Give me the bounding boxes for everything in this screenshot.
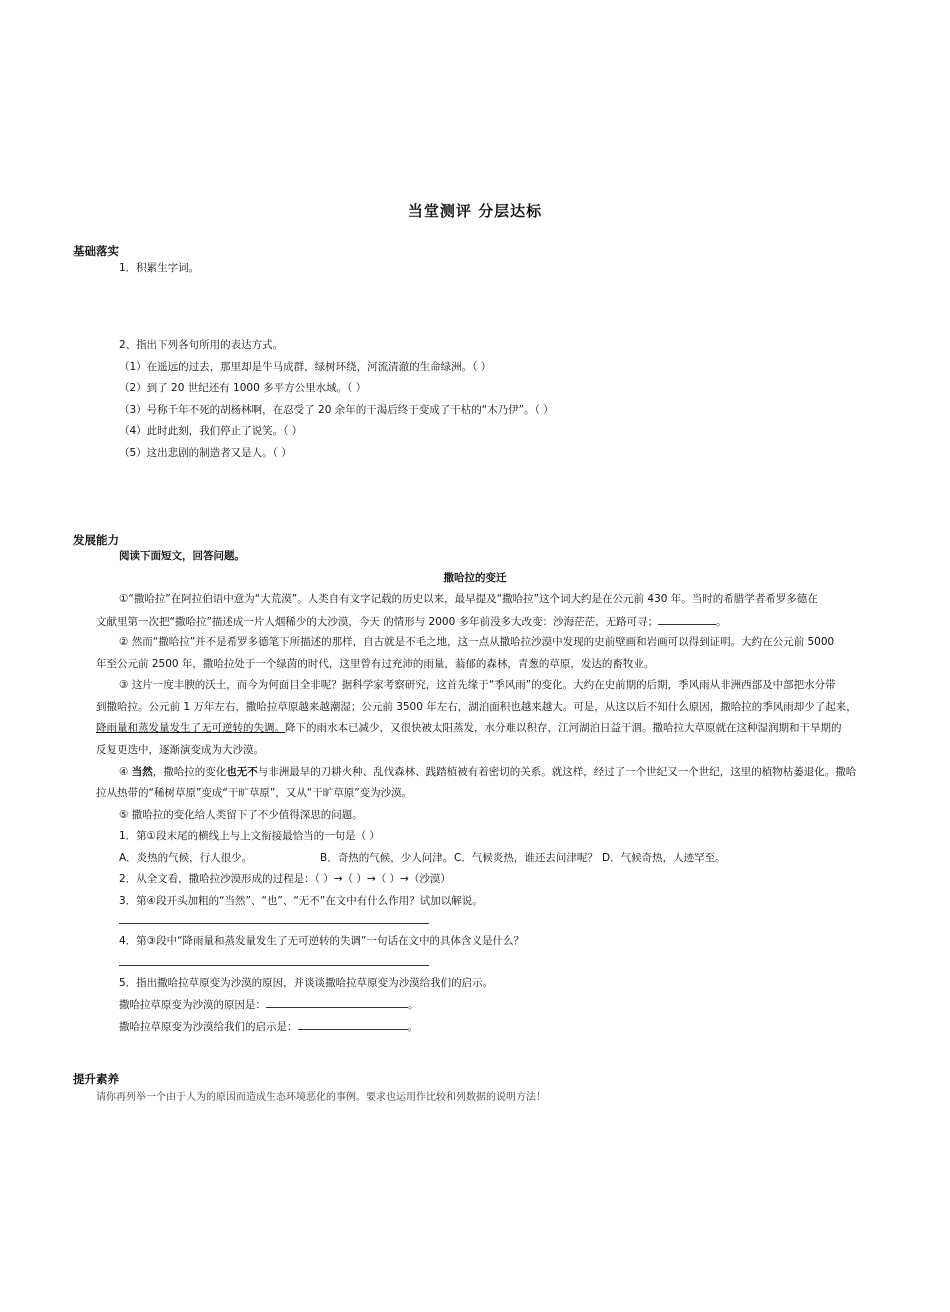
section-heading-basic: 基础落实	[73, 244, 119, 258]
underlined-sentence: 降雨量和蒸发量发生了无可逆转的失调。	[96, 722, 285, 734]
question-1: 1．积累生字词。	[119, 262, 200, 274]
improve-task: 请你再列举一个由于人为的原因而造成生态环境恶化的事例。要求也运用作比较和列数据的说明方法！	[96, 1092, 546, 1103]
passage-line: ③ 这片一度丰腴的沃土，而今为何面目全非呢？据科学家考察研究，这首先缘于“季风雨”的变化。大约在史前期的后期，季风雨从非洲西部及中部把水分带	[119, 679, 836, 691]
page-title: 当堂测评 分层达标	[407, 202, 543, 220]
option-b: B．奇热的气候，少人问津。	[320, 852, 454, 864]
question-2-item: （4）此时此刻，我们停止了说笑。（ ）	[119, 425, 303, 437]
question-2-intro: 2、指出下列各句所用的表达方式。	[119, 339, 284, 351]
passage-line: 年至公元前 2500 年，撒哈拉处于一个绿茵的时代，这里曾有过充沛的雨量，蓊郁的森林，青葱的草原，发达的畜牧业。	[96, 658, 655, 670]
reading-question-4: 4．第③段中“降雨量和蒸发量发生了无可逆转的失调”一句话在文中的具体含义是什么？	[119, 935, 524, 947]
question-2-item: （2）到了 20 世纪还有 1000 多平方公里水域。（ ）	[119, 382, 367, 394]
reading-question-3: 3．第④段开头加粗的“当然”、“也”、“无不”在文中有什么作用？试加以解说。	[119, 895, 483, 907]
section-heading-development: 发展能力	[73, 533, 119, 547]
option-a: A．炎热的气候，行人很少。	[119, 852, 253, 864]
passage-line: ② 然而“撒哈拉”并不是希罗多德笔下所描述的那样，自古就是不毛之地，这一点从撒哈拉沙漠中发现的史前壁画和岩画可以得到证明。大约在公元前 5000	[119, 636, 835, 648]
question-2-item: （1）在遥远的过去，那里却是牛马成群，绿树环绕，河流清澈的生命绿洲。（ ）	[119, 361, 492, 373]
passage-line: ④ 当然，撒哈拉的变化也无不与非洲最早的刀耕火种、乱伐森林、践踏植被有着密切的关系。就这样，经过了一个世纪又一个世纪，这里的植物枯萎退化。撒哈	[119, 766, 857, 778]
answer-line[interactable]	[119, 965, 429, 966]
bold-word: 也无不	[226, 766, 258, 778]
answer-prompt-lesson: 撒哈拉草原变为沙漠给我们的启示是： 。	[119, 1018, 418, 1034]
passage-line: ①“撒哈拉”在阿拉伯语中意为“大荒漠”。人类自有文字记载的历史以来，最早提及“撒哈拉”这个词大约是在公元前 430 年。当时的希腊学者希罗多德在	[119, 593, 818, 605]
passage-line: 文献里第一次把“撒哈拉”描述成一片人烟稀少的大沙漠，今天 的情形与 2000 多年前没多大改变：沙海茫茫，无路可寻； 。	[96, 613, 727, 629]
answer-line[interactable]	[119, 923, 429, 924]
answer-blank[interactable]	[658, 613, 716, 625]
answer-blank[interactable]	[298, 1018, 408, 1030]
passage-title: 撒哈拉的变迁	[443, 572, 507, 584]
reading-question-2: 2．从全文看，撒哈拉沙漠形成的过程是：（ ）→（ ）→（ ）→（沙漠）	[119, 873, 451, 885]
answer-prompt-cause: 撒哈拉草原变为沙漠的原因是： 。	[119, 996, 419, 1012]
passage-line: 反复更迭中，逐渐演变成为大沙漠。	[96, 744, 264, 756]
reading-instruction: 阅读下面短文，回答问题。	[119, 550, 245, 562]
question-2-item: （3）号称千年不死的胡杨林啊，在忍受了 20 余年的干渴后终于变成了干枯的“木乃伊”。（ ）	[119, 404, 554, 416]
section-heading-improve: 提升素养	[73, 1072, 119, 1086]
option-c: C．气候炎热，谁还去问津呢？	[454, 852, 598, 864]
option-d: D．气候奇热，人迹罕至。	[602, 852, 726, 864]
question-2-item: （5）这出悲剧的制造者又是人。（ ）	[119, 447, 292, 459]
passage-line: ⑤ 撒哈拉的变化给人类留下了不少值得深思的问题。	[119, 809, 363, 821]
passage-line: 到撒哈拉。公元前 1 万年左右，撒哈拉草原越来越潮湿；公元前 3500 年左右，湖泊面积也越来越大。可是，从这以后不知什么原因，撒哈拉的季风雨却少了起来，	[96, 701, 857, 713]
reading-question-5: 5．指出撒哈拉草原变为沙漠的原因，并谈谈撒哈拉草原变为沙漠给我们的启示。	[119, 977, 494, 989]
reading-question-1: 1．第①段末尾的横线上与上文衔接最恰当的一句是（ ）	[119, 830, 380, 842]
answer-blank[interactable]	[266, 996, 408, 1008]
passage-line: 拉从热带的“稀树草原”变成“干旷草原”，又从“干旷草原”变为沙漠。	[96, 787, 413, 799]
bold-word: 当然	[131, 766, 153, 778]
passage-line: 降雨量和蒸发量发生了无可逆转的失调。降下的雨水本已减少，又很快被太阳蒸发，水分难以积存，江河湖泊日益干涸。撒哈拉大草原就在这种湿润期和干旱期的	[96, 722, 842, 734]
